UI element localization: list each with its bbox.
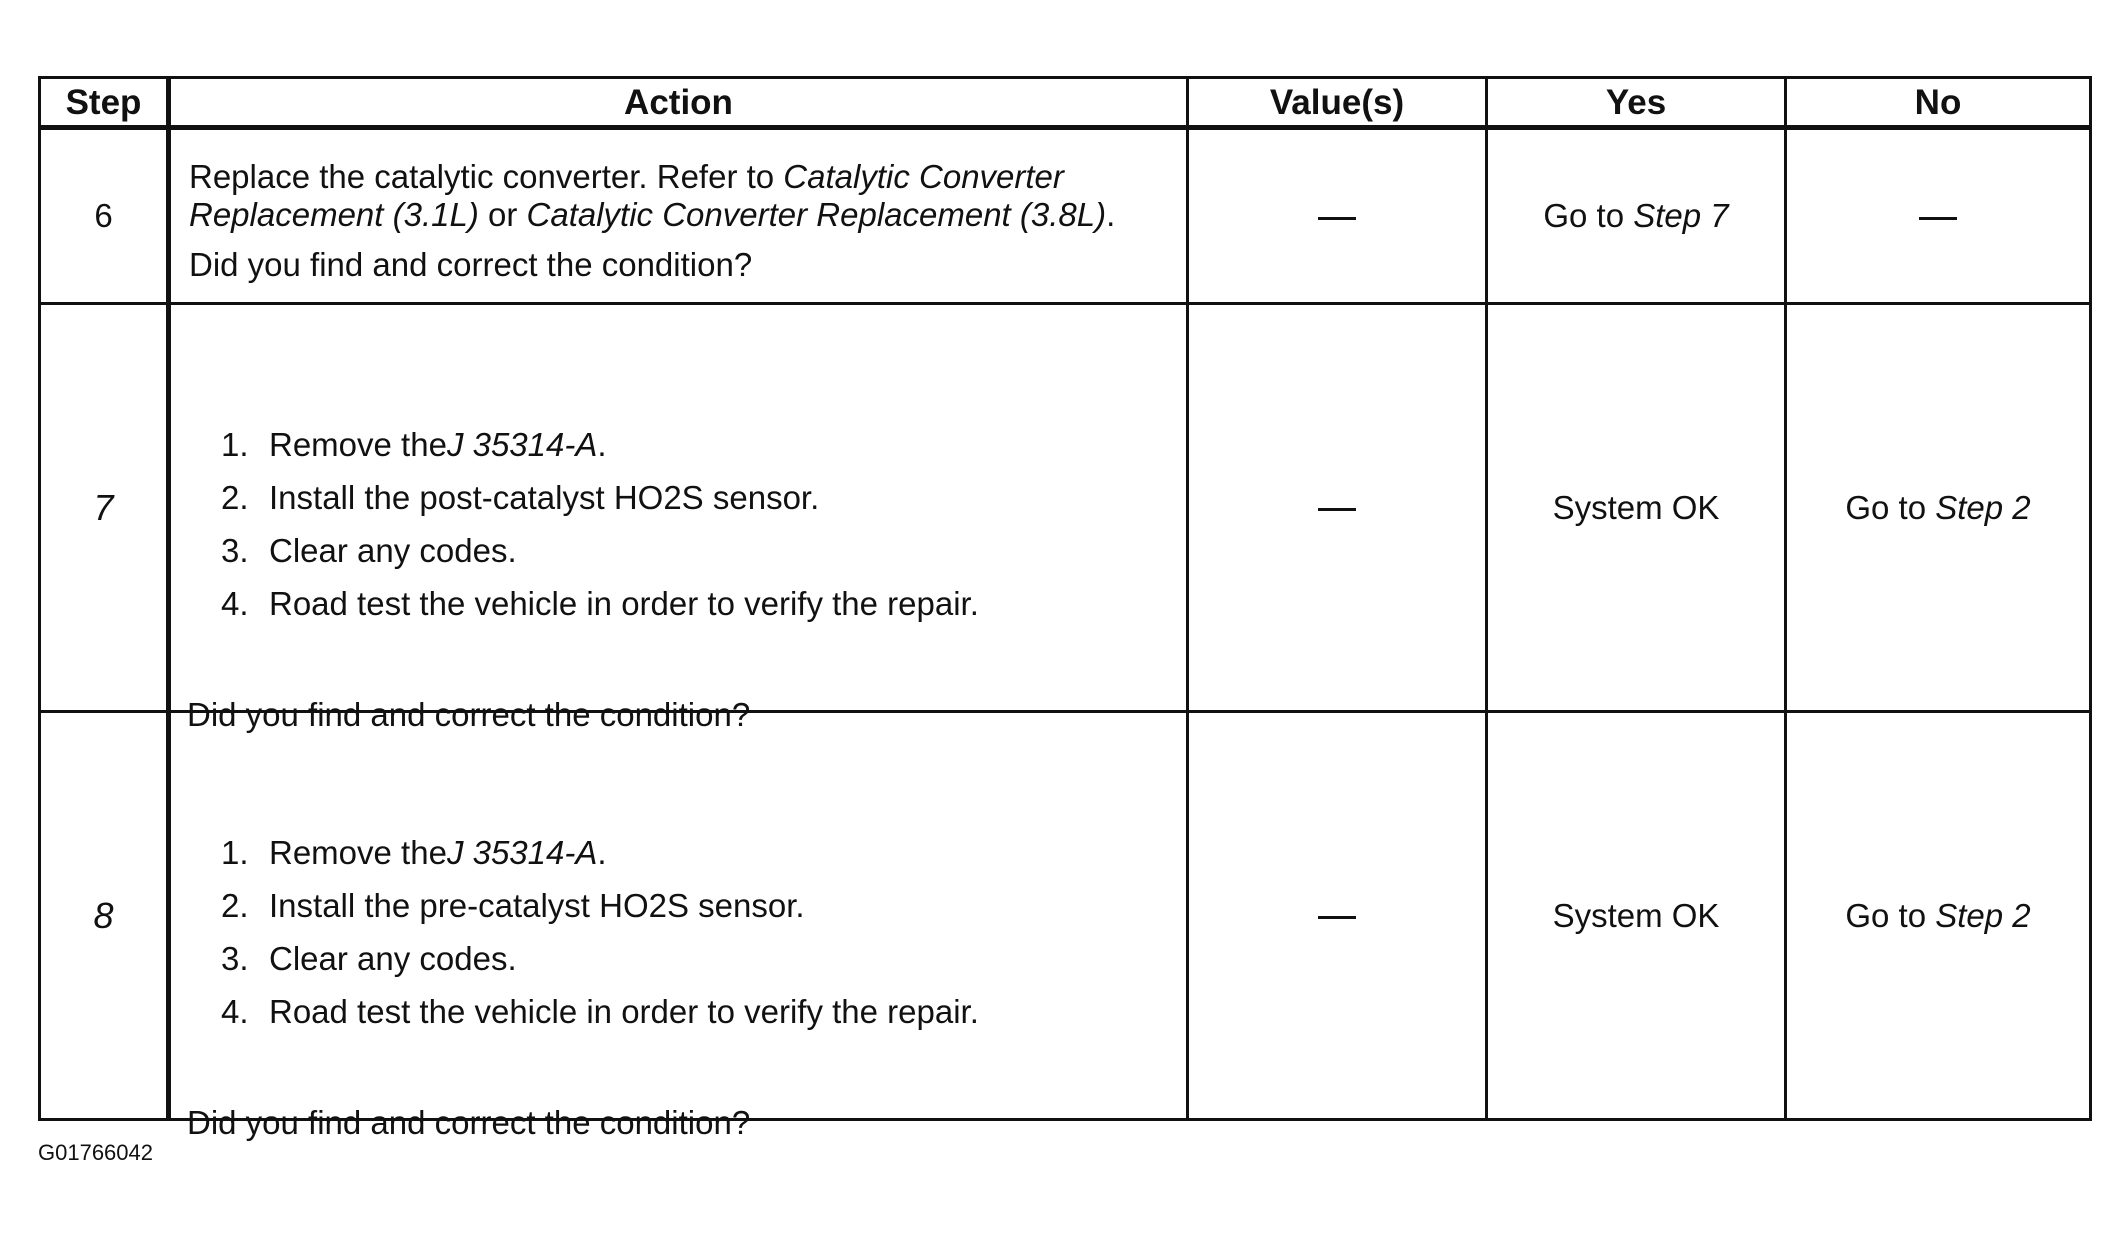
instruction-text: Replace the catalytic converter. Refer to xyxy=(189,158,784,195)
instruction-or: or xyxy=(478,196,527,233)
list-item xyxy=(221,887,1186,940)
header-no: No xyxy=(1786,78,2091,128)
table-header-row xyxy=(40,78,2091,128)
value-cell xyxy=(1188,128,1487,304)
list-text: Road test the vehicle in order to verify the repair. xyxy=(269,992,979,1030)
instruction-end: . xyxy=(1106,196,1116,233)
list-number: 1. xyxy=(221,833,249,871)
yes-prefix: Go to xyxy=(1543,197,1634,234)
list-item xyxy=(221,993,1186,1046)
list-text: Install the pre-catalyst HO2S sensor. xyxy=(269,886,805,924)
header-action: Action xyxy=(169,78,1188,128)
procedure-link-3-1l[interactable]: Catalytic Converter Replacement (3.1L) xyxy=(189,158,1064,233)
go-to-step-7-link[interactable]: Step 7 xyxy=(1633,197,1729,234)
list-text: Clear any codes. xyxy=(269,531,517,569)
table-row-step-7 xyxy=(40,304,2091,712)
table-row-step-6 xyxy=(40,128,2091,304)
diagnostic-table xyxy=(38,76,2092,1141)
yes-cell: System OK xyxy=(1487,712,1786,1120)
header-step: Step xyxy=(40,78,169,128)
header-values: Value(s) xyxy=(1188,78,1487,128)
list-number: 1. xyxy=(221,425,249,463)
procedure-list xyxy=(171,786,1186,1046)
list-text-end: . xyxy=(597,833,607,871)
action-instruction xyxy=(171,148,1186,234)
no-prefix: Go to xyxy=(1845,488,1936,526)
step-number: 8 xyxy=(40,712,169,1120)
list-number: 3. xyxy=(221,939,249,977)
list-number: 3. xyxy=(221,531,249,569)
header-yes: Yes xyxy=(1487,78,1786,128)
no-prefix: Go to xyxy=(1845,896,1936,934)
list-number: 2. xyxy=(221,886,249,924)
list-item xyxy=(221,479,1186,532)
action-cell xyxy=(169,304,1188,733)
step-number: 7 xyxy=(40,304,169,712)
action-cell xyxy=(169,712,1188,1141)
value-dash xyxy=(1318,916,1356,919)
list-number: 4. xyxy=(221,584,249,622)
value-dash xyxy=(1318,217,1356,220)
list-item xyxy=(221,426,1186,479)
action-cell xyxy=(169,128,1188,304)
no-cell xyxy=(1786,128,2091,304)
step-number: 6 xyxy=(40,128,169,304)
tool-reference: J 35314-A xyxy=(446,833,598,871)
list-text: Remove the xyxy=(269,425,447,463)
list-item xyxy=(221,532,1186,585)
action-question: Did you find and correct the condition? xyxy=(187,695,751,733)
no-cell xyxy=(1786,712,2091,1120)
list-text: Clear any codes. xyxy=(269,939,517,977)
tool-reference: J 35314-A xyxy=(446,425,598,463)
list-item xyxy=(221,585,1186,638)
no-dash xyxy=(1919,217,1957,220)
list-item xyxy=(221,940,1186,993)
list-number: 2. xyxy=(221,478,249,516)
go-to-step-2-link[interactable]: Step 2 xyxy=(1935,896,2031,934)
procedure-link-3-8l[interactable]: Catalytic Converter Replacement (3.8L) xyxy=(526,196,1107,233)
figure-id: G01766042 xyxy=(38,1140,153,1165)
list-text-end: . xyxy=(597,425,607,463)
value-dash xyxy=(1318,508,1356,511)
go-to-step-2-link[interactable]: Step 2 xyxy=(1935,488,2031,526)
list-text: Install the post-catalyst HO2S sensor. xyxy=(269,478,820,516)
table-row-step-8 xyxy=(40,712,2091,1120)
value-cell xyxy=(1188,712,1487,1120)
list-text: Remove the xyxy=(269,833,447,871)
no-cell xyxy=(1786,304,2091,712)
list-number: 4. xyxy=(221,992,249,1030)
value-cell xyxy=(1188,304,1487,712)
list-text: Road test the vehicle in order to verify the repair. xyxy=(269,584,979,622)
yes-cell: System OK xyxy=(1487,304,1786,712)
procedure-list xyxy=(171,378,1186,638)
list-item xyxy=(221,834,1186,887)
yes-cell xyxy=(1487,128,1786,304)
action-question: Did you find and correct the condition? xyxy=(189,246,753,283)
action-question: Did you find and correct the condition? xyxy=(187,1103,751,1141)
